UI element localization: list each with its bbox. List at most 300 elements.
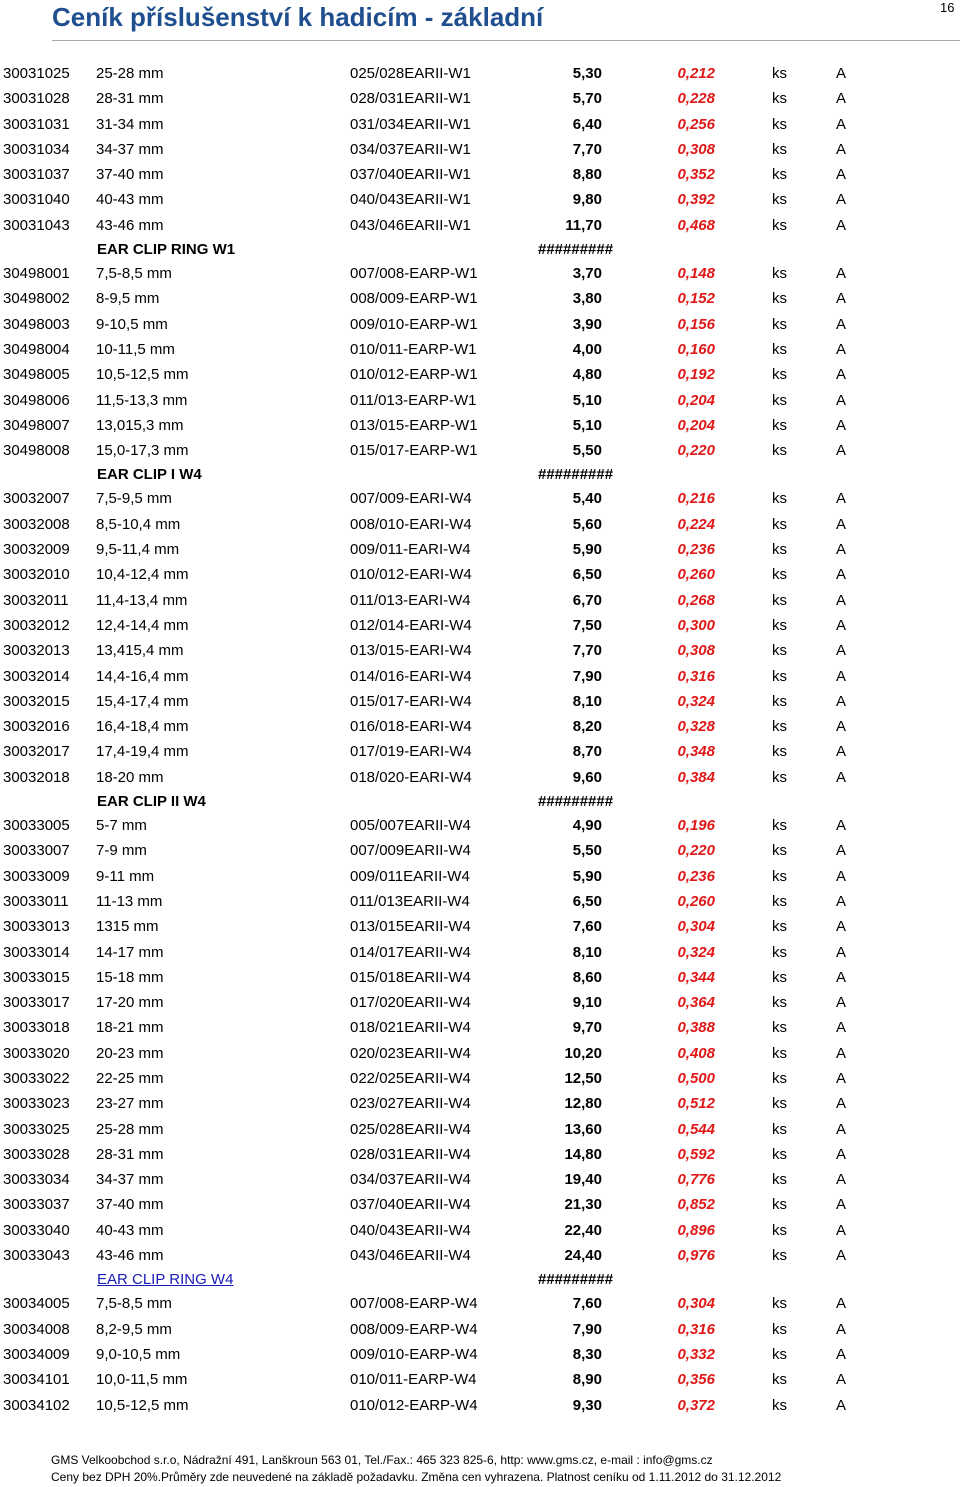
unit-price-cell: 0,468 <box>677 216 715 234</box>
price-cell: 12,80 <box>564 1095 602 1113</box>
size-range-cell: 37-40 mm <box>96 1196 164 1214</box>
unit-cell: ks <box>772 918 787 936</box>
item-code-cell: 30032013 <box>3 642 70 660</box>
unit-cell: ks <box>772 442 787 460</box>
article-number-cell: 043/046EARII-W4 <box>350 1247 471 1265</box>
unit-cell: ks <box>772 1345 787 1363</box>
unit-cell: ks <box>772 191 787 209</box>
price-cell: 5,60 <box>572 515 602 533</box>
article-number-cell: 025/028EARII-W4 <box>350 1120 471 1138</box>
unit-price-cell: 0,324 <box>677 943 715 961</box>
item-code-cell: 30498004 <box>3 340 70 358</box>
article-number-cell: 008/009-EARP-W1 <box>350 290 478 308</box>
size-range-cell: 40-43 mm <box>96 191 164 209</box>
price-cell: 22,40 <box>564 1221 602 1239</box>
item-code-cell: 30032015 <box>3 692 70 710</box>
table-row <box>0 1218 960 1243</box>
class-cell: A <box>836 90 847 108</box>
size-range-cell: 15,4-17,4 mm <box>96 692 189 710</box>
size-range-cell: 25-28 mm <box>96 65 164 82</box>
size-range-cell: 43-46 mm <box>96 216 164 234</box>
price-cell: 5,70 <box>572 90 602 108</box>
table-row <box>0 1015 960 1040</box>
unit-price-cell: 0,304 <box>677 1295 715 1313</box>
price-cell: 8,90 <box>572 1371 602 1389</box>
unit-cell: ks <box>772 391 787 409</box>
class-cell: A <box>836 842 847 860</box>
item-code-cell: 30032012 <box>3 616 70 634</box>
class-cell: A <box>836 1145 847 1163</box>
price-cell: 7,90 <box>572 667 602 685</box>
item-code-cell: 30033034 <box>3 1171 70 1189</box>
size-range-cell: 8-9,5 mm <box>96 290 160 308</box>
unit-price-cell: 0,308 <box>677 140 715 158</box>
class-cell: A <box>836 1221 847 1239</box>
item-code-cell: 30498005 <box>3 366 70 384</box>
unit-price-cell: 0,260 <box>677 566 715 584</box>
footer-contact: GMS Velkoobchod s.r.o, Nádražní 491, Lanškroun 563 01, Tel./Fax.: 465 323 825-6, http: www.gms.cz, e-mail : info@gms.cz <box>51 1453 713 1467</box>
table-row <box>0 765 960 790</box>
table-row <box>0 312 960 337</box>
footer-notes: Ceny bez DPH 20%.Průměry zde neuvedené na základě požadavku. Změna cen vyhrazena. Platnost ceníku od 1.11.2012 do 31.12.2012 <box>51 1470 782 1484</box>
item-code-cell: 30032016 <box>3 718 70 736</box>
unit-cell: ks <box>772 1371 787 1389</box>
unit-price-cell: 0,220 <box>677 442 715 460</box>
table-row <box>0 187 960 212</box>
item-code-cell: 30032007 <box>3 490 70 508</box>
class-cell: A <box>836 968 847 986</box>
article-number-cell: 011/013-EARP-W1 <box>350 391 477 409</box>
section-title: EAR CLIP RING W1 <box>97 241 236 259</box>
item-code-cell: 30032008 <box>3 515 70 533</box>
unit-price-cell: 0,228 <box>677 90 715 108</box>
item-code-cell: 30498007 <box>3 416 70 434</box>
price-cell: 7,70 <box>572 642 602 660</box>
class-cell: A <box>836 1345 847 1363</box>
price-cell: 19,40 <box>564 1171 602 1189</box>
unit-cell: ks <box>772 892 787 910</box>
item-code-cell: 30031028 <box>3 90 70 108</box>
article-number-cell: 014/016-EARI-W4 <box>350 667 472 685</box>
unit-cell: ks <box>772 616 787 634</box>
price-cell: 9,80 <box>572 191 602 209</box>
unit-price-cell: 0,204 <box>677 416 715 434</box>
size-range-cell: 10,5-12,5 mm <box>96 366 189 384</box>
table-row <box>0 838 960 863</box>
unit-cell: ks <box>772 768 787 786</box>
unit-cell: ks <box>772 968 787 986</box>
item-code-cell: 30033015 <box>3 968 70 986</box>
article-number-cell: 007/008-EARP-W1 <box>350 265 478 283</box>
article-number-cell: 009/010-EARP-W4 <box>350 1345 478 1363</box>
class-cell: A <box>836 265 847 283</box>
price-cell: 5,30 <box>572 65 602 82</box>
class-cell: A <box>836 541 847 559</box>
article-number-cell: 015/017-EARP-W1 <box>350 442 478 460</box>
size-range-cell: 37-40 mm <box>96 166 164 184</box>
article-number-cell: 034/037EARII-W1 <box>350 140 471 158</box>
unit-cell: ks <box>772 216 787 234</box>
unit-price-cell: 0,212 <box>677 65 715 82</box>
class-cell: A <box>836 768 847 786</box>
unit-price-cell: 0,308 <box>677 642 715 660</box>
size-range-cell: 17-20 mm <box>96 994 164 1012</box>
unit-cell: ks <box>772 1247 787 1265</box>
price-cell: 5,40 <box>572 490 602 508</box>
unit-price-cell: 0,392 <box>677 191 715 209</box>
table-row <box>0 137 960 162</box>
table-row <box>0 1367 960 1392</box>
table-row <box>0 588 960 613</box>
item-code-cell: 30033011 <box>3 892 69 910</box>
unit-cell: ks <box>772 265 787 283</box>
unit-cell: ks <box>772 166 787 184</box>
class-cell: A <box>836 817 847 835</box>
price-cell: 8,60 <box>572 968 602 986</box>
size-range-cell: 18-21 mm <box>96 1019 164 1037</box>
unit-price-cell: 0,592 <box>677 1145 715 1163</box>
size-range-cell: 16,4-18,4 mm <box>96 718 189 736</box>
table-row <box>0 438 960 463</box>
table-row <box>0 1167 960 1192</box>
class-cell: A <box>836 718 847 736</box>
unit-price-cell: 0,500 <box>677 1069 715 1087</box>
size-range-cell: 25-28 mm <box>96 1120 164 1138</box>
unit-price-cell: 0,364 <box>677 994 715 1012</box>
unit-price-cell: 0,348 <box>677 743 715 761</box>
table-row <box>0 112 960 137</box>
table-row <box>0 1317 960 1342</box>
item-code-cell: 30031031 <box>3 115 70 133</box>
table-row <box>0 337 960 362</box>
price-cell: 5,10 <box>572 391 602 409</box>
size-range-cell: 8,5-10,4 mm <box>96 515 181 533</box>
size-range-cell: 13,415,4 mm <box>96 642 184 660</box>
item-code-cell: 30033009 <box>3 867 70 885</box>
size-range-cell: 23-27 mm <box>96 1095 164 1113</box>
price-cell: 9,70 <box>572 1019 602 1037</box>
size-range-cell: 5-7 mm <box>96 817 147 835</box>
unit-cell: ks <box>772 1120 787 1138</box>
item-code-cell: 30498008 <box>3 442 70 460</box>
unit-cell: ks <box>772 315 787 333</box>
size-range-cell: 20-23 mm <box>96 1044 164 1062</box>
item-code-cell: 30033023 <box>3 1095 70 1113</box>
size-range-cell: 7,5-9,5 mm <box>96 490 172 508</box>
price-cell: 8,30 <box>572 1345 602 1363</box>
price-cell: 4,00 <box>572 340 602 358</box>
table-row <box>0 261 960 286</box>
item-code-cell: 30034005 <box>3 1295 70 1313</box>
article-number-cell: 011/013EARII-W4 <box>350 892 470 910</box>
item-code-cell: 30033005 <box>3 817 70 835</box>
class-cell: A <box>836 692 847 710</box>
class-cell: A <box>836 1019 847 1037</box>
section-title: EAR CLIP II W4 <box>97 793 206 811</box>
article-number-cell: 009/010-EARP-W1 <box>350 315 478 333</box>
table-row <box>0 486 960 511</box>
table-row <box>0 61 960 86</box>
size-range-cell: 43-46 mm <box>96 1247 164 1265</box>
unit-cell: ks <box>772 718 787 736</box>
table-row <box>0 940 960 965</box>
article-number-cell: 012/014-EARI-W4 <box>350 616 472 634</box>
class-cell: A <box>836 1247 847 1265</box>
size-range-cell: 11-13 mm <box>96 892 163 910</box>
size-range-cell: 11,4-13,4 mm <box>96 591 188 609</box>
unit-price-cell: 0,224 <box>677 515 715 533</box>
table-row <box>0 286 960 311</box>
size-range-cell: 17,4-19,4 mm <box>96 743 189 761</box>
unit-price-cell: 0,776 <box>677 1171 715 1189</box>
unit-price-cell: 0,976 <box>677 1247 715 1265</box>
class-cell: A <box>836 115 847 133</box>
unit-price-cell: 0,852 <box>677 1196 715 1214</box>
table-row <box>0 213 960 238</box>
price-cell: 5,50 <box>572 842 602 860</box>
unit-price-cell: 0,260 <box>677 892 715 910</box>
table-row <box>0 664 960 689</box>
price-cell: 4,80 <box>572 366 602 384</box>
unit-cell: ks <box>772 1221 787 1239</box>
price-cell: 9,30 <box>572 1396 602 1414</box>
unit-price-cell: 0,152 <box>677 290 715 308</box>
article-number-cell: 005/007EARII-W4 <box>350 817 471 835</box>
unit-cell: ks <box>772 817 787 835</box>
unit-price-cell: 0,352 <box>677 166 715 184</box>
unit-price-cell: 0,192 <box>677 366 715 384</box>
table-row <box>0 1291 960 1316</box>
article-number-cell: 011/013-EARI-W4 <box>350 591 471 609</box>
size-range-cell: 15-18 mm <box>96 968 164 986</box>
unit-cell: ks <box>772 1196 787 1214</box>
item-code-cell: 30032017 <box>3 743 70 761</box>
class-cell: A <box>836 1171 847 1189</box>
item-code-cell: 30033018 <box>3 1019 70 1037</box>
price-cell: 3,70 <box>572 265 602 283</box>
class-cell: A <box>836 315 847 333</box>
price-cell: 5,10 <box>572 416 602 434</box>
table-row <box>0 1091 960 1116</box>
unit-cell: ks <box>772 1396 787 1414</box>
class-cell: A <box>836 1120 847 1138</box>
article-number-cell: 040/043EARII-W4 <box>350 1221 471 1239</box>
item-code-cell: 30498001 <box>3 265 70 283</box>
price-cell: 8,10 <box>572 692 602 710</box>
size-range-cell: 9-11 mm <box>96 867 155 885</box>
unit-price-cell: 0,256 <box>677 115 715 133</box>
class-cell: A <box>836 1069 847 1087</box>
class-cell: A <box>836 416 847 434</box>
unit-price-cell: 0,236 <box>677 867 715 885</box>
article-number-cell: 008/010-EARI-W4 <box>350 515 472 533</box>
price-cell: 6,40 <box>572 115 602 133</box>
article-number-cell: 009/011-EARI-W4 <box>350 541 471 559</box>
class-cell: A <box>836 743 847 761</box>
unit-cell: ks <box>772 115 787 133</box>
table-row <box>0 889 960 914</box>
unit-cell: ks <box>772 743 787 761</box>
class-cell: A <box>836 667 847 685</box>
size-range-cell: 10-11,5 mm <box>96 340 175 358</box>
section-price-placeholder: ######### <box>538 793 614 811</box>
price-cell: 7,90 <box>572 1320 602 1338</box>
price-cell: 8,80 <box>572 166 602 184</box>
table-row <box>0 613 960 638</box>
section-title: EAR CLIP I W4 <box>97 466 202 484</box>
size-range-cell: 31-34 mm <box>96 115 164 133</box>
table-row <box>0 1041 960 1066</box>
size-range-cell: 10,5-12,5 mm <box>96 1396 189 1414</box>
article-number-cell: 010/012-EARP-W4 <box>350 1396 478 1414</box>
unit-cell: ks <box>772 867 787 885</box>
item-code-cell: 30031040 <box>3 191 70 209</box>
item-code-cell: 30033040 <box>3 1221 70 1239</box>
class-cell: A <box>836 918 847 936</box>
item-code-cell: 30033014 <box>3 943 70 961</box>
article-number-cell: 007/009-EARI-W4 <box>350 490 472 508</box>
item-code-cell: 30032018 <box>3 768 70 786</box>
class-cell: A <box>836 166 847 184</box>
item-code-cell: 30033020 <box>3 1044 70 1062</box>
section-price-placeholder: ######### <box>538 466 614 484</box>
class-cell: A <box>836 642 847 660</box>
unit-price-cell: 0,216 <box>677 490 715 508</box>
item-code-cell: 30034008 <box>3 1320 70 1338</box>
size-range-cell: 18-20 mm <box>96 768 164 786</box>
size-range-cell: 34-37 mm <box>96 140 164 158</box>
table-row <box>0 714 960 739</box>
class-cell: A <box>836 1396 847 1414</box>
article-number-cell: 031/034EARII-W1 <box>350 115 471 133</box>
table-row <box>0 1243 960 1268</box>
table-row <box>0 739 960 764</box>
unit-price-cell: 0,304 <box>677 918 715 936</box>
price-cell: 6,50 <box>572 566 602 584</box>
table-row <box>0 388 960 413</box>
price-cell: 7,70 <box>572 140 602 158</box>
item-code-cell: 30031034 <box>3 140 70 158</box>
size-range-cell: 9-10,5 mm <box>96 315 168 333</box>
unit-cell: ks <box>772 340 787 358</box>
price-cell: 10,20 <box>564 1044 602 1062</box>
class-cell: A <box>836 391 847 409</box>
class-cell: A <box>836 442 847 460</box>
price-cell: 7,60 <box>572 918 602 936</box>
class-cell: A <box>836 515 847 533</box>
size-range-cell: 40-43 mm <box>96 1221 164 1239</box>
page-title: Ceník příslušenství k hadicím - základní <box>52 2 544 32</box>
class-cell: A <box>836 1095 847 1113</box>
table-row <box>0 1142 960 1167</box>
class-cell: A <box>836 591 847 609</box>
class-cell: A <box>836 943 847 961</box>
item-code-cell: 30033022 <box>3 1069 70 1087</box>
item-code-cell: 30032010 <box>3 566 70 584</box>
unit-price-cell: 0,384 <box>677 768 715 786</box>
class-cell: A <box>836 65 847 82</box>
table-row <box>0 86 960 111</box>
unit-price-cell: 0,356 <box>677 1371 715 1389</box>
unit-price-cell: 0,316 <box>677 667 715 685</box>
unit-price-cell: 0,332 <box>677 1345 715 1363</box>
size-range-cell: 1315 mm <box>96 918 159 936</box>
table-row <box>0 362 960 387</box>
unit-cell: ks <box>772 1069 787 1087</box>
price-table <box>0 61 960 1418</box>
item-code-cell: 30031037 <box>3 166 70 184</box>
price-cell: 8,70 <box>572 743 602 761</box>
class-cell: A <box>836 616 847 634</box>
unit-cell: ks <box>772 366 787 384</box>
price-cell: 6,70 <box>572 591 602 609</box>
unit-cell: ks <box>772 994 787 1012</box>
unit-price-cell: 0,160 <box>677 340 715 358</box>
article-number-cell: 010/011-EARP-W1 <box>350 340 477 358</box>
item-code-cell: 30031043 <box>3 216 70 234</box>
item-code-cell: 30033037 <box>3 1196 70 1214</box>
unit-price-cell: 0,328 <box>677 718 715 736</box>
section-price-placeholder: ######### <box>538 241 614 259</box>
title-divider <box>52 40 960 41</box>
class-cell: A <box>836 140 847 158</box>
table-row <box>0 512 960 537</box>
unit-price-cell: 0,344 <box>677 968 715 986</box>
article-number-cell: 010/012-EARI-W4 <box>350 566 472 584</box>
size-range-cell: 22-25 mm <box>96 1069 164 1087</box>
table-row <box>0 1342 960 1367</box>
size-range-cell: 34-37 mm <box>96 1171 164 1189</box>
article-number-cell: 007/008-EARP-W4 <box>350 1295 478 1313</box>
price-cell: 7,60 <box>572 1295 602 1313</box>
class-cell: A <box>836 290 847 308</box>
price-cell: 13,60 <box>564 1120 602 1138</box>
article-number-cell: 015/018EARII-W4 <box>350 968 471 986</box>
article-number-cell: 017/020EARII-W4 <box>350 994 471 1012</box>
unit-price-cell: 0,896 <box>677 1221 715 1239</box>
section-header-row <box>0 790 960 813</box>
section-title-link[interactable]: EAR CLIP RING W4 <box>97 1271 234 1289</box>
item-code-cell: 30033043 <box>3 1247 70 1265</box>
unit-price-cell: 0,316 <box>677 1320 715 1338</box>
unit-cell: ks <box>772 541 787 559</box>
unit-cell: ks <box>772 642 787 660</box>
article-number-cell: 016/018-EARI-W4 <box>350 718 472 736</box>
class-cell: A <box>836 216 847 234</box>
item-code-cell: 30033025 <box>3 1120 70 1138</box>
price-cell: 24,40 <box>564 1247 602 1265</box>
table-row <box>0 413 960 438</box>
article-number-cell: 034/037EARII-W4 <box>350 1171 471 1189</box>
unit-cell: ks <box>772 90 787 108</box>
price-cell: 11,70 <box>565 216 602 234</box>
class-cell: A <box>836 340 847 358</box>
table-row <box>0 864 960 889</box>
price-cell: 8,20 <box>572 718 602 736</box>
price-cell: 21,30 <box>564 1196 602 1214</box>
size-range-cell: 10,4-12,4 mm <box>96 566 189 584</box>
unit-price-cell: 0,324 <box>677 692 715 710</box>
unit-price-cell: 0,372 <box>677 1396 715 1414</box>
item-code-cell: 30034101 <box>3 1371 70 1389</box>
class-cell: A <box>836 994 847 1012</box>
price-cell: 12,50 <box>564 1069 602 1087</box>
class-cell: A <box>836 1295 847 1313</box>
section-header-row <box>0 1268 960 1291</box>
item-code-cell: 30031025 <box>3 65 70 82</box>
table-row <box>0 1066 960 1091</box>
unit-price-cell: 0,512 <box>677 1095 715 1113</box>
